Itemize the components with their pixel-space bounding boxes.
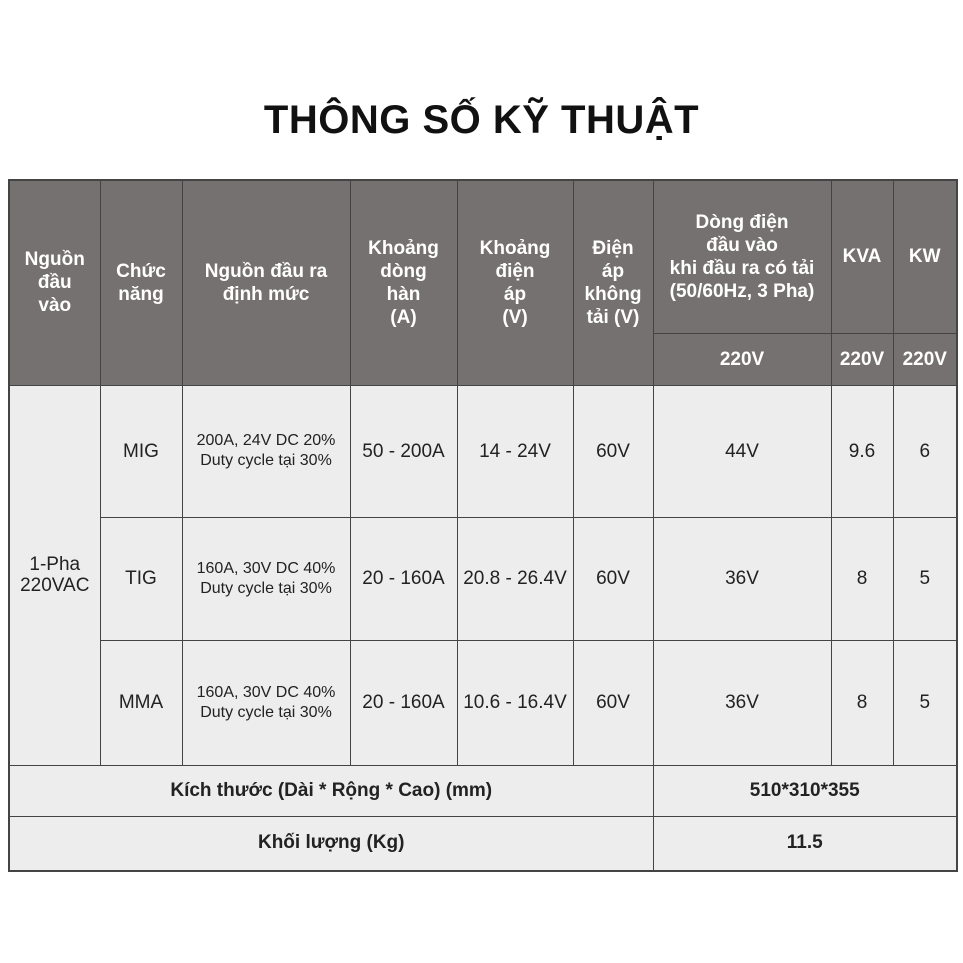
cell-voltage-range: 10.6 - 16.4V [457,640,573,765]
subheader-input-current-220v: 220V [653,333,831,385]
cell-function: MMA [100,640,182,765]
cell-rated-output: 160A, 30V DC 40% Duty cycle tại 30% [182,640,350,765]
dimensions-row [9,765,957,816]
weight-row [9,816,957,871]
table-row [9,640,957,765]
cell-no-load-voltage: 60V [573,385,653,517]
cell-welding-range: 50 - 200A [350,385,457,517]
header-rated-output: Nguồn đầu ra định mức [182,180,350,385]
table-row [9,385,957,517]
cell-voltage-range: 20.8 - 26.4V [457,517,573,640]
header-kw: KW [893,180,957,333]
cell-no-load-voltage: 60V [573,640,653,765]
header-function: Chức năng [100,180,182,385]
cell-kva: 8 [831,640,893,765]
header-no-load-voltage: Điện áp không tải (V) [573,180,653,385]
cell-welding-range: 20 - 160A [350,640,457,765]
cell-kw: 5 [893,640,957,765]
weight-label: Khối lượng (Kg) [9,816,653,871]
cell-kw: 5 [893,517,957,640]
table-row [9,517,957,640]
cell-function: MIG [100,385,182,517]
cell-input-current: 36V [653,517,831,640]
page-title: THÔNG SỐ KỸ THUẬT [263,98,700,142]
subheader-kw-220v: 220V [893,333,957,385]
header-voltage-range: Khoảng điện áp (V) [457,180,573,385]
header-input-power: Nguồn đầu vào [9,180,100,385]
cell-rated-output: 200A, 24V DC 20% Duty cycle tại 30% [182,385,350,517]
header-welding-range: Khoảng dòng hàn (A) [350,180,457,385]
cell-kw: 6 [893,385,957,517]
dimensions-label: Kích thước (Dài * Rộng * Cao) (mm) [9,765,653,816]
cell-kva: 9.6 [831,385,893,517]
subheader-kva-220v: 220V [831,333,893,385]
cell-kva: 8 [831,517,893,640]
cell-input-current: 44V [653,385,831,517]
weight-value: 11.5 [653,816,957,871]
dimensions-value: 510*310*355 [653,765,957,816]
cell-rated-output: 160A, 30V DC 40% Duty cycle tại 30% [182,517,350,640]
spec-table [8,179,958,872]
cell-function: TIG [100,517,182,640]
cell-welding-range: 20 - 160A [350,517,457,640]
header-kva: KVA [831,180,893,333]
header-input-current: Dòng điện đầu vào khi đầu ra có tải (50/60Hz, 3 Pha) [653,180,831,333]
cell-no-load-voltage: 60V [573,517,653,640]
input-power-value: 1-Pha 220VAC [9,385,100,765]
cell-input-current: 36V [653,640,831,765]
cell-voltage-range: 14 - 24V [457,385,573,517]
